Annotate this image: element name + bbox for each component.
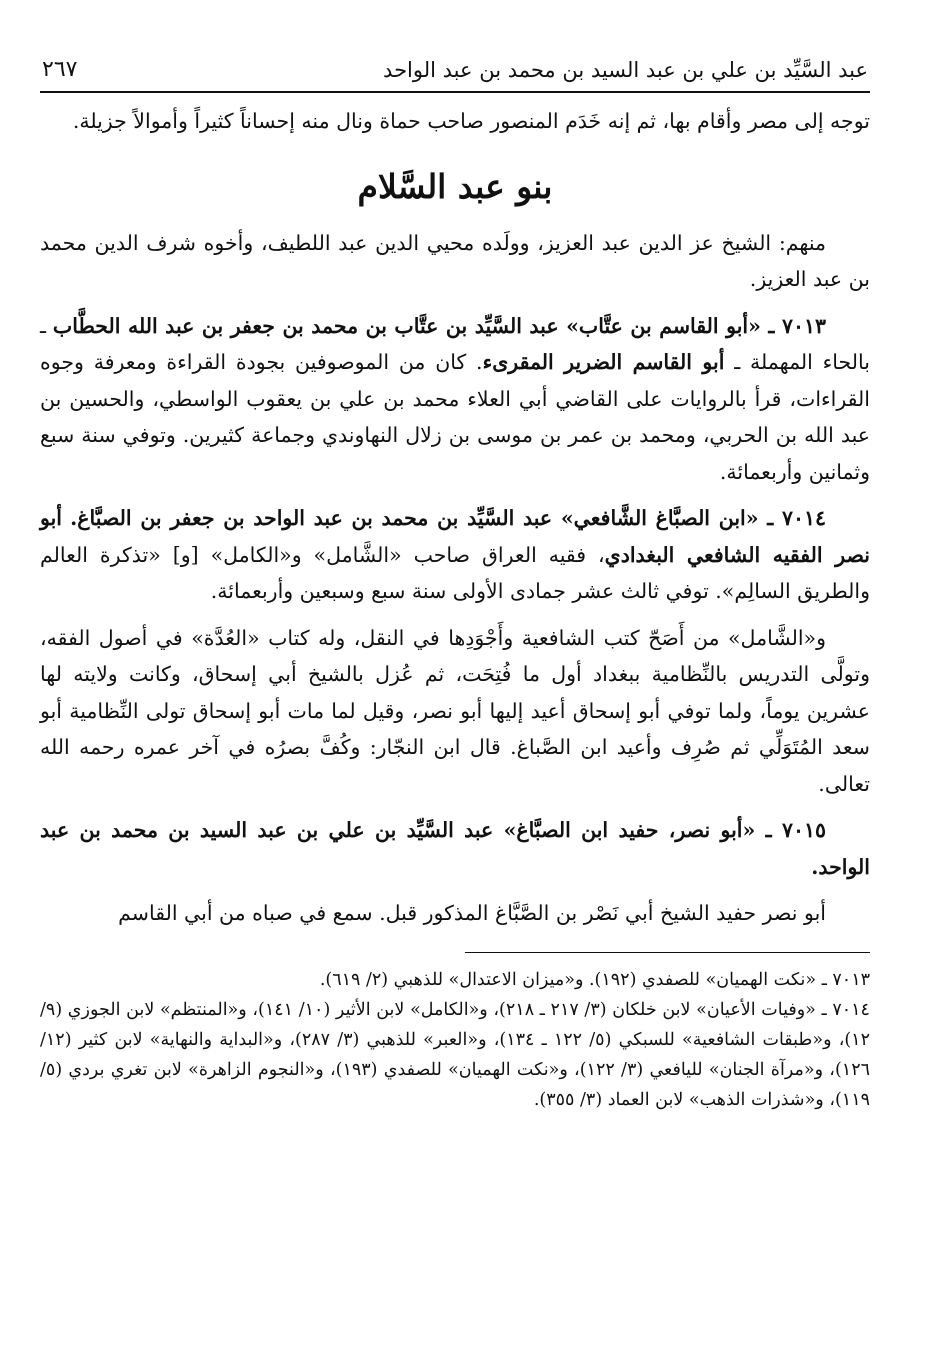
entry-7013-heading: ٧٠١٣ ـ «أبو القاسم بن عتَّاب» عبد السَّيِّد بن عتَّاب بن محمد بن جعفر بن عبد الله الحطَّاب [52,313,826,338]
entry-7015-heading: ٧٠١٥ ـ «أبو نصر، حفيد ابن الصبَّاغ» عبد السَّيِّد بن علي بن عبد السيد بن محمد بن عبد الواحد. [40,818,870,879]
section-intro: منهم: الشيخ عز الدين عبد العزيز، وولَده محيي الدين عبد اللطيف، وأخوه شرف الدين محمد بن عبد العزيز. [40,230,870,292]
entry-7013-body: . كان من الموصوفين بجودة القراءة ومعرفة وجوه القراءات، قرأ بالروايات على القاضي أبي العلاء محمد بن علي بن يعقوب الواسطي، والحسين بن عبد الله بن الحربي، ومحمد بن عمر بن موسى بن زلال النهاوندي وجماعة كثيرين. وتوفي سنة سبع وثمانين وأربعمائة. [40,350,870,484]
entry-7013-note: ـ بالحاء المهملة ـ [40,313,870,375]
entry-7014-commentary: و«الشَّامل» من أَصَحّ كتب الشافعية وأَجْوَدِها في النقل، وله كتاب «العُدَّة» في أصول الفقه، وتولَّى التدريس بالنِّظامية ببغداد أول ما فُتِحَت، ثم عُزل بالشيخ أبي إسحاق، وكانت ولايته لها عشرين يوماً، ولما توفي أبو إسحاق أعيد إليها أبو نصر، وقيل لما مات أبو إسحاق تولى النِّظامية أبو سعد المُتَوَلِّي ثم صُرِف وأعيد ابن الصَّباغ. قال ابن النجّار: وكُفَّ بصرُه في آخر عمره رحمه الله تعالى. [40,625,870,796]
footnote-text: «نكت الهميان» للصفدي (١٩٢). و«ميزان الاعتدال» للذهبي (٢/ ٦١٩). [319,969,817,990]
section-title: بنو عبد السَّلام [357,167,553,207]
page-number: ٢٦٧ [42,57,78,82]
footnote-divider [465,952,870,953]
footnotes [40,965,870,1115]
footnote-number: ٧٠١٣ ـ [821,969,870,990]
footnote-7013 [40,965,870,995]
running-title: عبد السَّيِّد بن علي بن عبد السيد بن محمد بن عبد الواحد [383,58,868,83]
entry-7014 [40,500,870,610]
footnote-7014 [40,995,870,1115]
continuation-paragraph: توجه إلى مصر وأقام بها، ثم إنه خَدَم المنصور صاحب حماة ونال منه إحساناً كثيراً وأموالاً جزيلة. [72,108,870,133]
footnote-text: «وفيات الأعيان» لابن خلكان (٣/ ٢١٧ ـ ٢١٨)، و«الكامل» لابن الأثير (١٠/ ١٤١)، و«المنتظم» لابن الجوزي (٩/ ١٢)، و«طبقات الشافعية» للسبكي (٥/ ١٢٢ ـ ١٣٤)، و«العبر» للذهبي (٣/ ٢٨٧)، و«البداية والنهاية» لابن كثير (١٢/ ١٢٦)، و«مرآة الجنان» لليافعي (٣/ ١٢٢)، و«نكت الهميان» للصفدي (١٩٣)، و«النجوم الزاهرة» لابن تغري بردي (٥/ ١١٩)، و«شذرات الذهب» لابن العماد (٣/ ٣٥٥). [40,999,870,1110]
entry-7013-kunya: أبو القاسم الضرير المقرىء [482,350,725,375]
footnote-number: ٧٠١٤ ـ [821,999,870,1020]
entry-7014-kunya: أبو نصر الفقيه الشافعي البغدادي [40,506,870,567]
entry-7013 [40,308,870,491]
entry-7015-body: أبو نصر حفيد الشيخ أبي نَصْر بن الصَّبَّاغ المذكور قبل. سمع في صباه من أبي القاسم [118,901,826,926]
entry-7014-heading: ٧٠١٤ ـ «ابن الصبَّاغ الشَّافعي» عبد السَّيِّد بن محمد بن عبد الواحد بن جعفر بن الصبَّاغ. [70,506,826,531]
entry-7014-body: ، فقيه العراق صاحب «الشَّامل» و«الكامل» [و] «تذكرة العالم والطريق السالِم». توفي ثالث عشر جمادى الأولى سنة سبع وسبعين وأربعمائة. [40,542,870,604]
page-header [40,56,870,93]
